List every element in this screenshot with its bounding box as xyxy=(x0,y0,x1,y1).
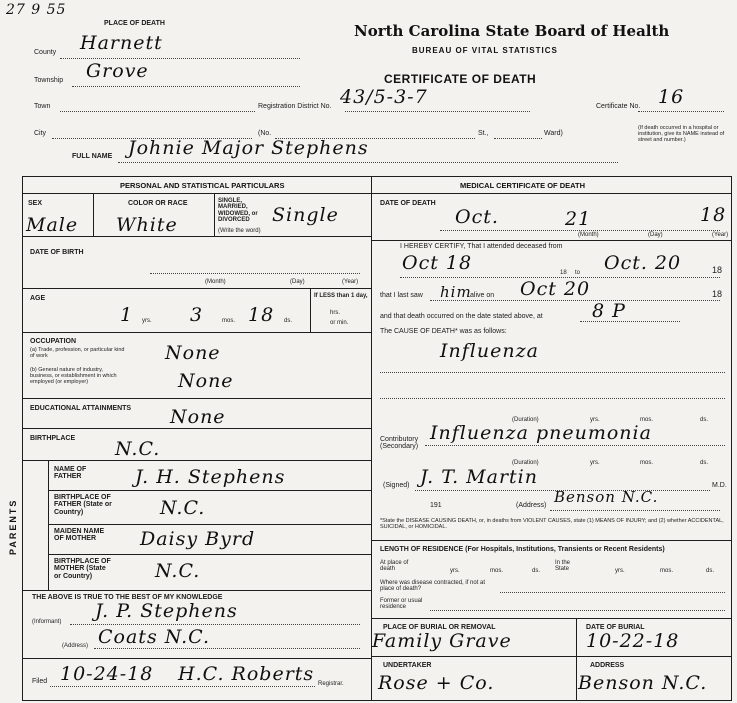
sex-label: SEX xyxy=(28,200,43,207)
from-year: 18 xyxy=(560,270,567,276)
city-label: City xyxy=(34,130,47,137)
father-birthplace-label: BIRTHPLACE OF FATHER (State or Country) xyxy=(54,494,112,516)
duration-label-1: (Duration) xyxy=(512,417,539,423)
burial-date-label: DATE OF BURIAL xyxy=(586,624,645,631)
true-statement-label: THE ABOVE IS TRUE TO THE BEST OF MY KNOWLEDGE xyxy=(32,594,223,601)
occupation-b-label: (b) General nature of industry, business, or establishment in which employed (or employer) xyxy=(30,367,117,385)
residence-label: LENGTH OF RESIDENCE (For Hospitals, Institutions, Transients or Recent Residents) xyxy=(380,546,665,553)
dod-day: 21 xyxy=(565,208,592,230)
age-min-label: or min. xyxy=(330,320,349,326)
township-label: Township xyxy=(34,77,64,84)
duration-ds-2: ds. xyxy=(700,460,709,466)
age-hrs-label: hrs. xyxy=(330,310,341,316)
color-value: White xyxy=(116,214,178,236)
mother-value: Daisy Byrd xyxy=(140,528,256,550)
in-state-yrs: yrs. xyxy=(615,568,625,574)
filed-label: Filed xyxy=(32,678,48,685)
education-label: EDUCATIONAL ATTAINMENTS xyxy=(30,405,132,412)
age-label: AGE xyxy=(30,295,46,302)
at-place-mos: mos. xyxy=(490,568,504,574)
dod-label: DATE OF DEATH xyxy=(380,200,436,207)
duration-yrs-1: yrs. xyxy=(590,417,600,423)
mother-birthplace-value: N.C. xyxy=(155,560,201,582)
sex-value: Male xyxy=(26,214,79,236)
education-value: None xyxy=(170,406,226,428)
year-prefix: 191 xyxy=(430,502,442,509)
full-name-label: FULL NAME xyxy=(72,153,113,160)
birthplace-label: BIRTHPLACE xyxy=(30,435,76,442)
md-label: M.D. xyxy=(712,482,727,489)
cause-value: Influenza xyxy=(440,340,539,362)
informant-label: (Informant) xyxy=(32,619,62,625)
dod-day-label: (Day) xyxy=(648,232,663,238)
birthplace-value: N.C. xyxy=(115,438,161,460)
death-time: 8 P xyxy=(592,300,626,322)
certificate-title: CERTIFICATE OF DEATH xyxy=(384,72,537,86)
county-label: County xyxy=(34,49,57,56)
full-name-value: Johnie Major Stephens xyxy=(128,137,369,159)
occupation-b-value: None xyxy=(178,370,234,392)
reg-district-value: 43/5-3-7 xyxy=(340,86,428,108)
at-place-label: At place of death xyxy=(380,560,409,573)
last-saw-value: him xyxy=(440,283,472,301)
burial-place-value: Family Grave xyxy=(372,630,512,652)
filed-value: 10-24-18 xyxy=(60,663,154,685)
to-date: Oct. 20 xyxy=(604,252,682,274)
ward-label: Ward) xyxy=(544,130,563,137)
file-number: 27 9 55 xyxy=(6,2,67,18)
board-title: North Carolina State Board of Health xyxy=(354,22,670,40)
contributory-label: Contributory (Secondary) xyxy=(380,436,419,451)
dod-month: Oct. xyxy=(455,206,499,228)
alive-year: 18 xyxy=(712,289,723,299)
personal-section-title: PERSONAL AND STATISTICAL PARTICULARS xyxy=(120,181,285,190)
age-years: 1 xyxy=(120,304,134,326)
duration-label-2: (Duration) xyxy=(512,460,539,466)
certify-label: I HEREBY CERTIFY, That I attended deceased from xyxy=(400,243,563,250)
mother-birthplace-label: BIRTHPLACE OF MOTHER (State or Country) xyxy=(54,558,111,580)
father-label: NAME OF FATHER xyxy=(54,466,87,481)
st-label: St., xyxy=(478,130,489,137)
age-months: 3 xyxy=(190,304,204,326)
bureau-title: BUREAU OF VITAL STATISTICS xyxy=(412,46,558,55)
marital-value: Single xyxy=(272,204,339,226)
physician-address-value: Benson N.C. xyxy=(554,488,659,506)
dod-year-label: (Year) xyxy=(712,232,729,238)
duration-ds-1: ds. xyxy=(700,417,709,423)
to-year: 18 xyxy=(712,265,723,275)
to-label: to xyxy=(575,270,581,276)
physician-value: J. T. Martin xyxy=(420,466,538,488)
dob-month-label: (Month) xyxy=(205,279,226,285)
undertaker-address-label: ADDRESS xyxy=(590,662,625,669)
father-value: J. H. Stephens xyxy=(135,466,286,488)
age-ds-label: ds. xyxy=(284,318,293,324)
reg-district-label: Registration District No. xyxy=(258,103,332,110)
age-mos-label: mos. xyxy=(222,318,236,324)
county-value: Harnett xyxy=(80,32,163,54)
undertaker-label: UNDERTAKER xyxy=(383,662,432,669)
at-place-ds: ds. xyxy=(532,568,541,574)
age-less-label: If LESS than 1 day, xyxy=(314,293,368,299)
undertaker-value: Rose + Co. xyxy=(378,672,495,694)
age-days: 18 xyxy=(248,304,275,326)
certificate-no-value: 16 xyxy=(658,86,685,108)
burial-place-label: PLACE OF BURIAL OR REMOVAL xyxy=(383,624,496,631)
contributory-value: Influenza pneumonia xyxy=(430,422,652,444)
dob-year-label: (Year) xyxy=(342,279,359,285)
occupation-a-label: (a) Trade, profession, or particular kind of work xyxy=(30,347,125,359)
in-state-ds: ds. xyxy=(706,568,715,574)
dod-year: 18 xyxy=(700,204,727,226)
physician-address-label: (Address) xyxy=(516,502,547,509)
color-label: COLOR OR RACE xyxy=(128,200,188,207)
alive-label: alive on xyxy=(470,292,495,299)
signed-label: (Signed) xyxy=(383,482,410,489)
from-date: Oct 18 xyxy=(402,252,473,274)
father-birthplace-value: N.C. xyxy=(160,497,206,519)
informant-address-value: Coats N.C. xyxy=(98,626,211,648)
occupation-label: OCCUPATION xyxy=(30,338,77,345)
town-label: Town xyxy=(34,103,51,110)
age-yrs-label: yrs. xyxy=(142,318,152,324)
township-value: Grove xyxy=(86,60,149,82)
dob-day-label: (Day) xyxy=(290,279,305,285)
registrar-label: Registrar. xyxy=(318,681,344,687)
certificate-no-label: Certificate No. xyxy=(596,103,641,110)
duration-mos-2: mos. xyxy=(640,460,654,466)
death-occurred-label: and that death occurred on the date stated above, at xyxy=(380,313,543,320)
where-label: Where was disease contracted, if not at place of death? xyxy=(380,580,486,593)
dod-month-label: (Month) xyxy=(578,232,599,238)
occupation-a-value: None xyxy=(165,342,221,364)
informant-value: J. P. Stephens xyxy=(95,600,238,622)
dob-label: DATE OF BIRTH xyxy=(30,249,84,256)
cause-label: The CAUSE OF DEATH* was as follows: xyxy=(380,328,507,335)
duration-yrs-2: yrs. xyxy=(590,460,600,466)
no-label: (No. xyxy=(258,130,272,137)
last-saw-label: that I last saw xyxy=(380,292,423,299)
former-label: Former or usual residence xyxy=(380,598,423,611)
hospital-note: (If death occurred in a hospital or institution, give its NAME instead of street and number.) xyxy=(638,125,725,143)
in-state-label: In the State xyxy=(555,560,571,573)
burial-date-value: 10-22-18 xyxy=(586,630,680,652)
registrar-value: H.C. Roberts xyxy=(178,663,315,685)
undertaker-address-value: Benson N.C. xyxy=(578,672,708,694)
duration-mos-1: mos. xyxy=(640,417,654,423)
alive-date: Oct 20 xyxy=(520,278,591,300)
at-place-yrs: yrs. xyxy=(450,568,460,574)
marital-label: SINGLE, MARRIED, WIDOWED, or DIVORCED xyxy=(218,198,258,223)
footnote: *State the DISEASE CAUSING DEATH, or, in deaths from VIOLENT CAUSES, state (1) MEANS OF INJURY; and (2) whether ACCIDENTAL, SUICIDAL, or HOMICIDAL. xyxy=(380,518,724,530)
informant-address-label: (Address) xyxy=(62,643,89,649)
parents-label: PARENTS xyxy=(8,498,18,555)
place-of-death-label: PLACE OF DEATH xyxy=(104,20,165,27)
mother-label: MAIDEN NAME OF MOTHER xyxy=(54,528,105,543)
medical-section-title: MEDICAL CERTIFICATE OF DEATH xyxy=(460,181,585,190)
marital-note: (Write the word) xyxy=(218,228,261,234)
in-state-mos: mos. xyxy=(660,568,674,574)
